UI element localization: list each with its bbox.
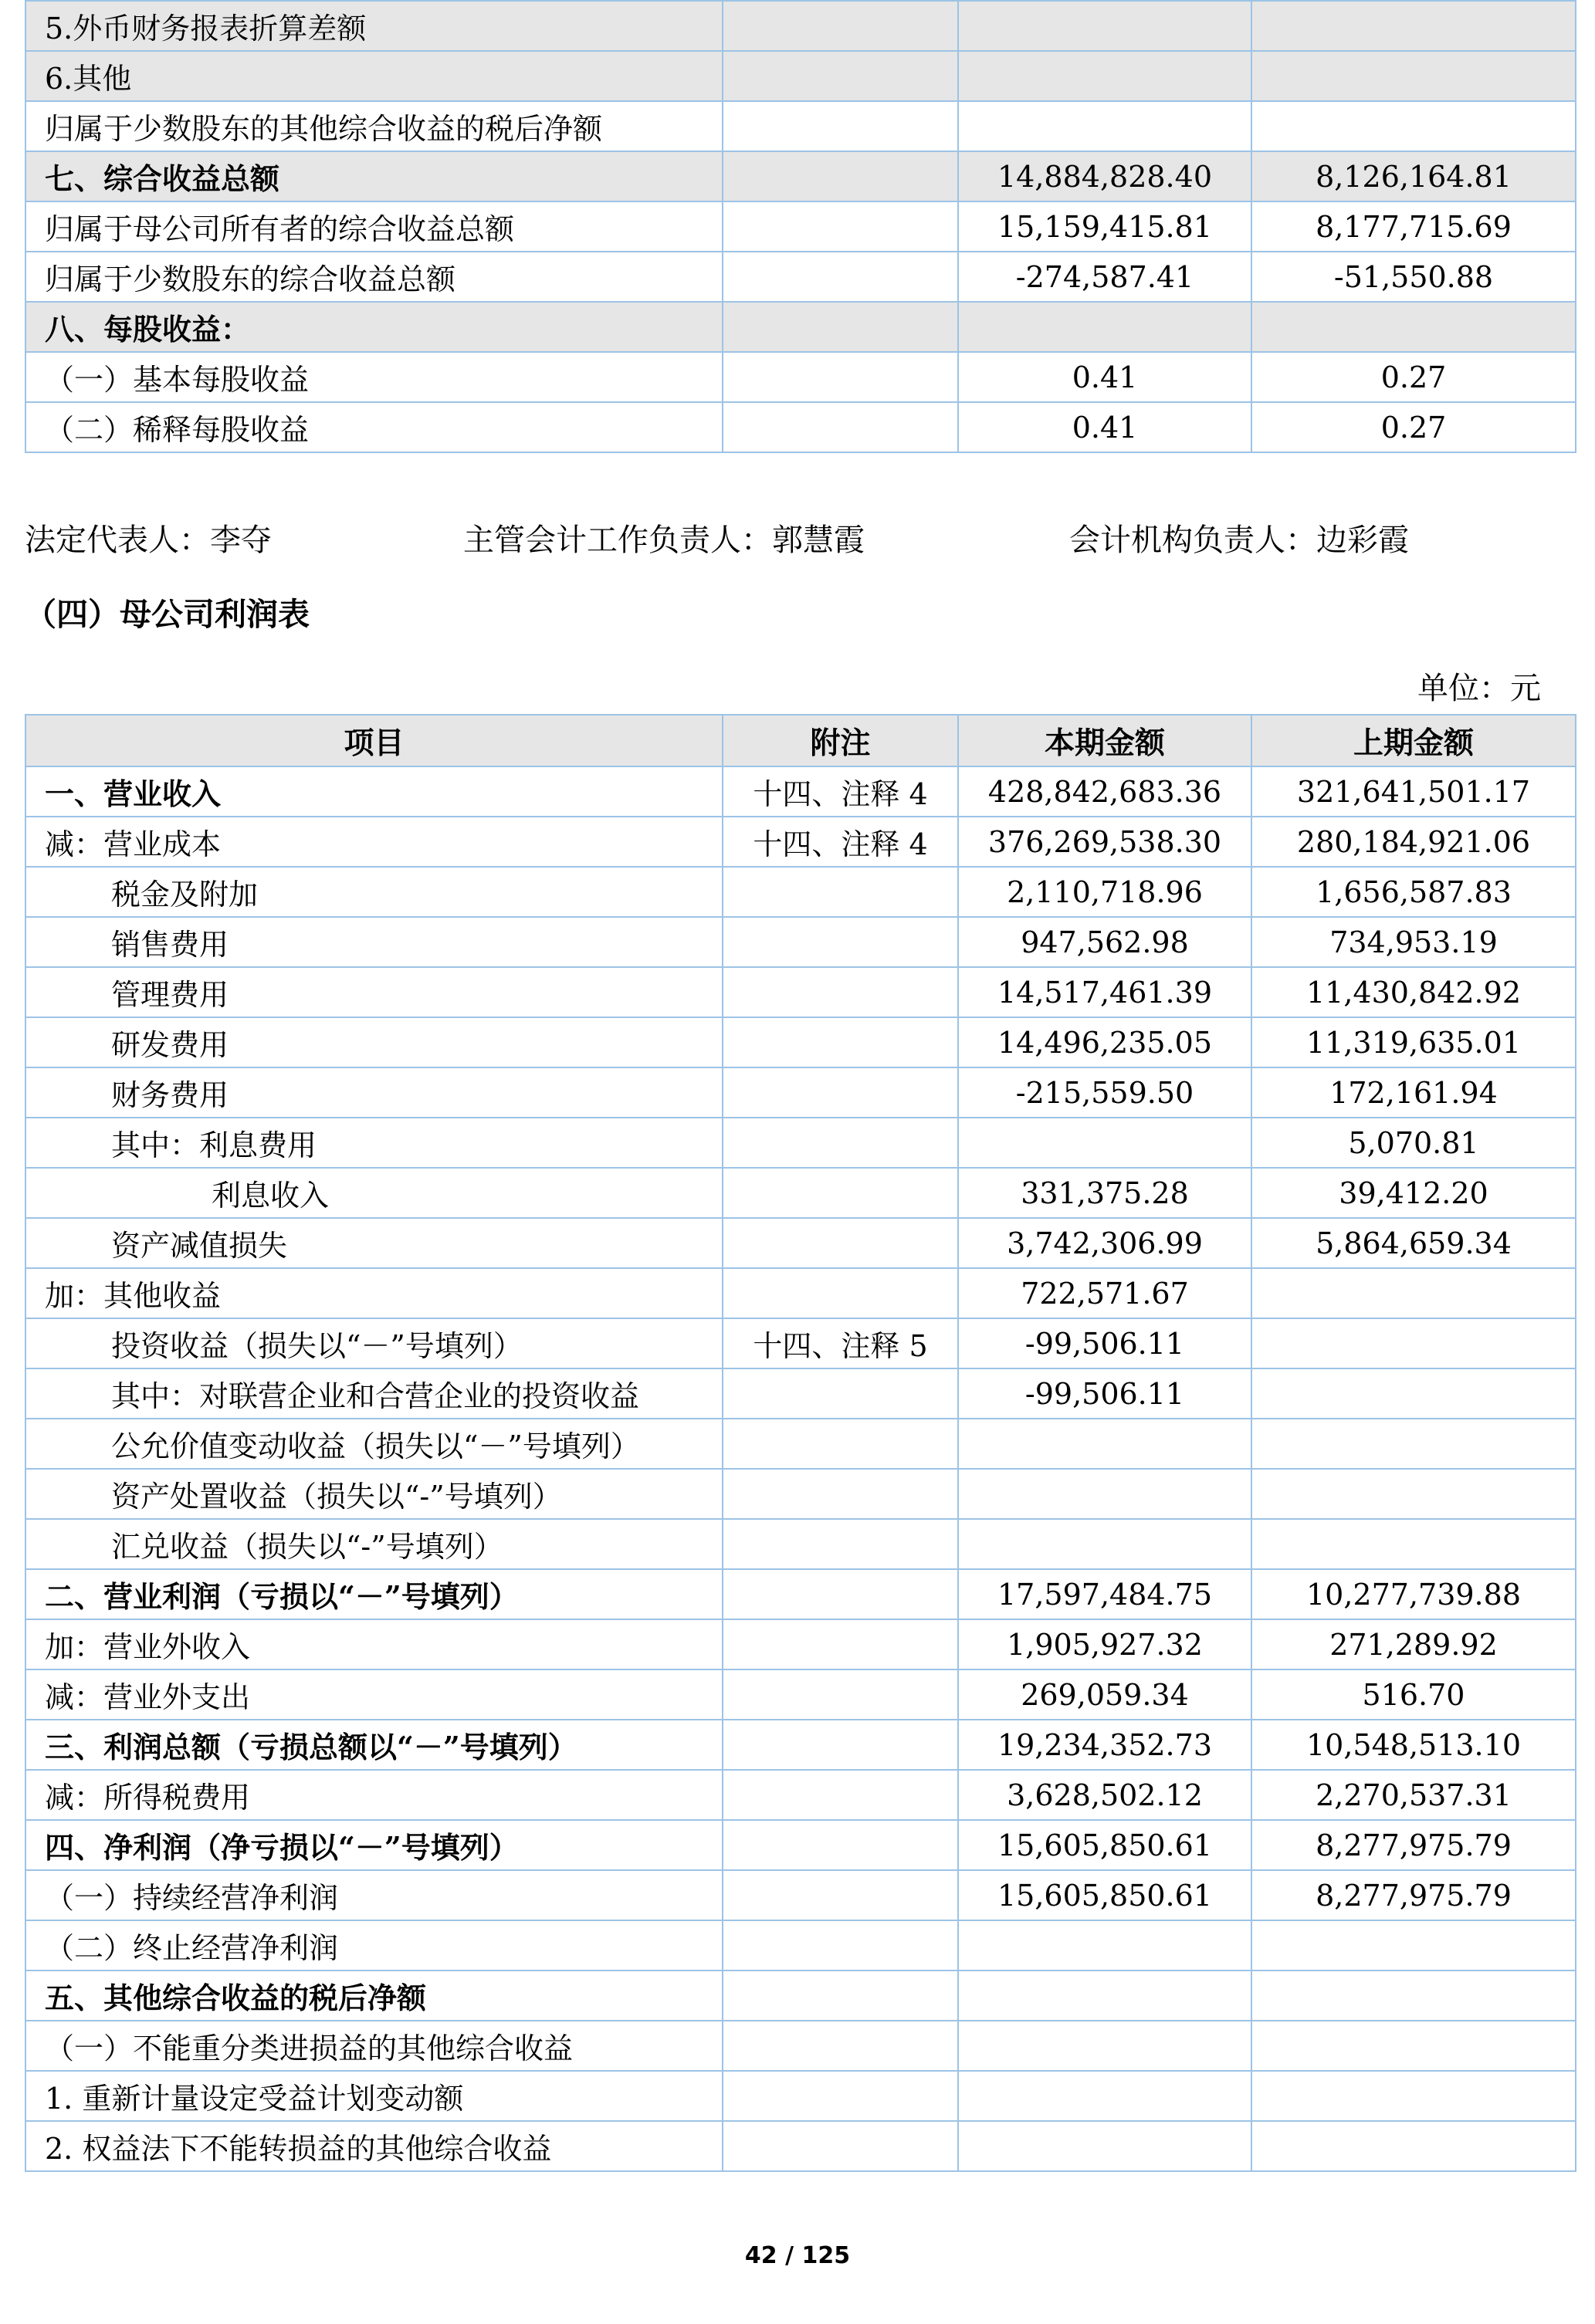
- row-note: [723, 1920, 958, 1970]
- row-current-amount: 947,562.98: [958, 917, 1251, 967]
- row-previous-amount: [1251, 1920, 1576, 1970]
- row-previous-amount: [1251, 1318, 1576, 1368]
- row-note: [723, 302, 958, 352]
- row-label: 财务费用: [25, 1067, 723, 1118]
- row-label: 其中：利息费用: [25, 1118, 723, 1168]
- table-row: [25, 867, 1576, 917]
- row-label: 其中：对联营企业和合营企业的投资收益: [25, 1368, 723, 1419]
- row-note: [723, 402, 958, 452]
- table-row: [25, 967, 1576, 1017]
- row-note: [723, 1, 958, 51]
- row-note: [723, 2021, 958, 2071]
- unit-label: 单位：元: [1417, 671, 1541, 706]
- header-note: 附注: [723, 715, 958, 766]
- row-previous-amount: 2,270,537.31: [1251, 1770, 1576, 1820]
- row-label: 八、每股收益：: [25, 302, 723, 352]
- row-current-amount: 2,110,718.96: [958, 867, 1251, 917]
- row-label: 利息收入: [25, 1168, 723, 1218]
- row-previous-amount: 5,070.81: [1251, 1118, 1576, 1168]
- row-current-amount: 15,605,850.61: [958, 1820, 1251, 1870]
- row-current-amount: -274,587.41: [958, 252, 1251, 302]
- header-previous: 上期金额: [1251, 715, 1576, 766]
- row-current-amount: [958, 1469, 1251, 1519]
- table-row: [25, 1569, 1576, 1619]
- row-current-amount: 15,605,850.61: [958, 1870, 1251, 1920]
- table-row: [25, 1318, 1576, 1368]
- row-note: [723, 1218, 958, 1268]
- row-label: 归属于少数股东的综合收益总额: [25, 252, 723, 302]
- row-current-amount: 376,269,538.30: [958, 817, 1251, 867]
- row-label: 资产处置收益（损失以“-”号填列）: [25, 1469, 723, 1519]
- row-current-amount: [958, 1970, 1251, 2021]
- row-note: [723, 1368, 958, 1419]
- row-current-amount: 19,234,352.73: [958, 1720, 1251, 1770]
- table-row: [25, 1669, 1576, 1720]
- table-row: [25, 1820, 1576, 1870]
- row-note: 十四、注释 5: [723, 1318, 958, 1368]
- row-note: [723, 51, 958, 101]
- table-row: [25, 201, 1576, 252]
- row-label: 加：其他收益: [25, 1268, 723, 1318]
- row-note: [723, 1118, 958, 1168]
- row-current-amount: 3,742,306.99: [958, 1218, 1251, 1268]
- row-previous-amount: 734,953.19: [1251, 917, 1576, 967]
- row-previous-amount: [1251, 1970, 1576, 2021]
- row-note: [723, 1268, 958, 1318]
- row-previous-amount: 321,641,501.17: [1251, 766, 1576, 817]
- row-label: （二）终止经营净利润: [25, 1920, 723, 1970]
- table-row: [25, 2071, 1576, 2121]
- row-previous-amount: 39,412.20: [1251, 1168, 1576, 1218]
- row-previous-amount: 8,177,715.69: [1251, 201, 1576, 252]
- row-previous-amount: 5,864,659.34: [1251, 1218, 1576, 1268]
- table-row: [25, 1519, 1576, 1569]
- page-number: 42 / 125: [744, 2242, 851, 2269]
- row-previous-amount: 0.27: [1251, 402, 1576, 452]
- accounting-dept-head: 会计机构负责人：边彩霞: [1069, 523, 1409, 558]
- row-note: [723, 1017, 958, 1067]
- row-current-amount: 428,842,683.36: [958, 766, 1251, 817]
- row-current-amount: [958, 302, 1251, 352]
- row-note: [723, 252, 958, 302]
- table-row: [25, 1168, 1576, 1218]
- row-previous-amount: 11,319,635.01: [1251, 1017, 1576, 1067]
- row-note: [723, 867, 958, 917]
- row-previous-amount: 8,277,975.79: [1251, 1870, 1576, 1920]
- table-row: [25, 1720, 1576, 1770]
- row-note: [723, 2071, 958, 2121]
- row-previous-amount: [1251, 1469, 1576, 1519]
- row-label: （一）基本每股收益: [25, 352, 723, 402]
- comprehensive-income-table: [25, 0, 1576, 453]
- row-note: [723, 1469, 958, 1519]
- row-note: 十四、注释 4: [723, 766, 958, 817]
- table-row: [25, 2121, 1576, 2171]
- row-note: [723, 1619, 958, 1669]
- row-current-amount: -215,559.50: [958, 1067, 1251, 1118]
- table-row: [25, 1118, 1576, 1168]
- row-previous-amount: [1251, 2121, 1576, 2171]
- row-previous-amount: 8,126,164.81: [1251, 151, 1576, 201]
- row-label: 一、营业收入: [25, 766, 723, 817]
- row-label: 5.外币财务报表折算差额: [25, 1, 723, 51]
- row-label: 汇兑收益（损失以“-”号填列）: [25, 1519, 723, 1569]
- table-row: [25, 302, 1576, 352]
- row-label: 投资收益（损失以“－”号填列）: [25, 1318, 723, 1368]
- table-row: [25, 151, 1576, 201]
- row-current-amount: [958, 1419, 1251, 1469]
- table-row: [25, 51, 1576, 101]
- row-note: [723, 1067, 958, 1118]
- row-note: [723, 1870, 958, 1920]
- row-current-amount: [958, 51, 1251, 101]
- row-label: （二）稀释每股收益: [25, 402, 723, 452]
- row-current-amount: 269,059.34: [958, 1669, 1251, 1720]
- row-current-amount: 14,884,828.40: [958, 151, 1251, 201]
- table-row: [25, 1770, 1576, 1820]
- table-row: [25, 101, 1576, 151]
- table-row: [25, 402, 1576, 452]
- row-note: [723, 917, 958, 967]
- row-label: 减：营业成本: [25, 817, 723, 867]
- row-current-amount: 1,905,927.32: [958, 1619, 1251, 1669]
- row-current-amount: [958, 2121, 1251, 2171]
- row-current-amount: 0.41: [958, 352, 1251, 402]
- parent-income-statement-table: [25, 714, 1576, 2172]
- table-row: [25, 1619, 1576, 1669]
- row-previous-amount: 280,184,921.06: [1251, 817, 1576, 867]
- row-note: [723, 101, 958, 151]
- row-label: 二、营业利润（亏损以“－”号填列）: [25, 1569, 723, 1619]
- row-previous-amount: 271,289.92: [1251, 1619, 1576, 1669]
- row-current-amount: 722,571.67: [958, 1268, 1251, 1318]
- table-header-row: [25, 715, 1576, 766]
- row-note: [723, 967, 958, 1017]
- row-current-amount: 17,597,484.75: [958, 1569, 1251, 1619]
- table-row: [25, 766, 1576, 817]
- table-row: [25, 1970, 1576, 2021]
- row-current-amount: [958, 1, 1251, 51]
- row-previous-amount: [1251, 302, 1576, 352]
- row-label: 资产减值损失: [25, 1218, 723, 1268]
- row-previous-amount: [1251, 1519, 1576, 1569]
- table-row: [25, 2021, 1576, 2071]
- row-current-amount: 331,375.28: [958, 1168, 1251, 1218]
- table-row: [25, 1218, 1576, 1268]
- row-note: [723, 1569, 958, 1619]
- row-note: [723, 1519, 958, 1569]
- row-label: 七、综合收益总额: [25, 151, 723, 201]
- row-previous-amount: [1251, 1419, 1576, 1469]
- row-previous-amount: 172,161.94: [1251, 1067, 1576, 1118]
- row-current-amount: 14,517,461.39: [958, 967, 1251, 1017]
- accounting-head: 主管会计工作负责人：郭慧霞: [463, 523, 865, 558]
- table-row: [25, 1870, 1576, 1920]
- row-note: [723, 201, 958, 252]
- row-note: [723, 1168, 958, 1218]
- row-previous-amount: 516.70: [1251, 1669, 1576, 1720]
- legal-representative: 法定代表人：李夺: [25, 523, 272, 558]
- table-row: [25, 252, 1576, 302]
- row-previous-amount: [1251, 2021, 1576, 2071]
- row-previous-amount: [1251, 2071, 1576, 2121]
- row-label: （一）持续经营净利润: [25, 1870, 723, 1920]
- table-row: [25, 1268, 1576, 1318]
- row-current-amount: -99,506.11: [958, 1318, 1251, 1368]
- row-previous-amount: 0.27: [1251, 352, 1576, 402]
- row-previous-amount: 1,656,587.83: [1251, 867, 1576, 917]
- row-label: 6.其他: [25, 51, 723, 101]
- row-note: [723, 151, 958, 201]
- section-title: （四）母公司利润表: [25, 596, 310, 633]
- row-current-amount: -99,506.11: [958, 1368, 1251, 1419]
- row-current-amount: 0.41: [958, 402, 1251, 452]
- row-label: （一）不能重分类进损益的其他综合收益: [25, 2021, 723, 2071]
- table-row: [25, 1017, 1576, 1067]
- row-label: 五、其他综合收益的税后净额: [25, 1970, 723, 2021]
- row-label: 公允价值变动收益（损失以“－”号填列）: [25, 1419, 723, 1469]
- table-row: [25, 1067, 1576, 1118]
- row-previous-amount: [1251, 51, 1576, 101]
- row-note: [723, 352, 958, 402]
- row-label: 归属于母公司所有者的综合收益总额: [25, 201, 723, 252]
- row-previous-amount: 10,548,513.10: [1251, 1720, 1576, 1770]
- table-row: [25, 1469, 1576, 1519]
- row-label: 税金及附加: [25, 867, 723, 917]
- row-previous-amount: [1251, 101, 1576, 151]
- table-row: [25, 1368, 1576, 1419]
- header-current: 本期金额: [958, 715, 1251, 766]
- row-label: 销售费用: [25, 917, 723, 967]
- row-note: [723, 1419, 958, 1469]
- table-row: [25, 1, 1576, 51]
- row-previous-amount: 10,277,739.88: [1251, 1569, 1576, 1619]
- row-note: [723, 2121, 958, 2171]
- row-current-amount: 3,628,502.12: [958, 1770, 1251, 1820]
- row-previous-amount: [1251, 1, 1576, 51]
- row-label: 管理费用: [25, 967, 723, 1017]
- row-label: 三、利润总额（亏损总额以“－”号填列）: [25, 1720, 723, 1770]
- row-previous-amount: 11,430,842.92: [1251, 967, 1576, 1017]
- row-note: [723, 1720, 958, 1770]
- row-label: 研发费用: [25, 1017, 723, 1067]
- row-current-amount: [958, 1118, 1251, 1168]
- row-current-amount: [958, 2021, 1251, 2071]
- row-previous-amount: [1251, 1268, 1576, 1318]
- table-row: [25, 917, 1576, 967]
- row-label: 减：所得税费用: [25, 1770, 723, 1820]
- row-current-amount: [958, 101, 1251, 151]
- row-note: [723, 1820, 958, 1870]
- row-current-amount: [958, 2071, 1251, 2121]
- table-row: [25, 817, 1576, 867]
- row-previous-amount: -51,550.88: [1251, 252, 1576, 302]
- header-item: 项目: [25, 715, 723, 766]
- row-note: 十四、注释 4: [723, 817, 958, 867]
- row-label: 归属于少数股东的其他综合收益的税后净额: [25, 101, 723, 151]
- row-note: [723, 1669, 958, 1720]
- row-current-amount: [958, 1920, 1251, 1970]
- table-row: [25, 352, 1576, 402]
- row-current-amount: 14,496,235.05: [958, 1017, 1251, 1067]
- row-note: [723, 1970, 958, 2021]
- row-label: 四、净利润（净亏损以“－”号填列）: [25, 1820, 723, 1870]
- row-previous-amount: [1251, 1368, 1576, 1419]
- row-current-amount: [958, 1519, 1251, 1569]
- row-note: [723, 1770, 958, 1820]
- row-previous-amount: 8,277,975.79: [1251, 1820, 1576, 1870]
- row-current-amount: 15,159,415.81: [958, 201, 1251, 252]
- table-row: [25, 1419, 1576, 1469]
- row-label: 减：营业外支出: [25, 1669, 723, 1720]
- row-label: 加：营业外收入: [25, 1619, 723, 1669]
- table-row: [25, 1920, 1576, 1970]
- row-label: 1. 重新计量设定受益计划变动额: [25, 2071, 723, 2121]
- row-label: 2. 权益法下不能转损益的其他综合收益: [25, 2121, 723, 2171]
